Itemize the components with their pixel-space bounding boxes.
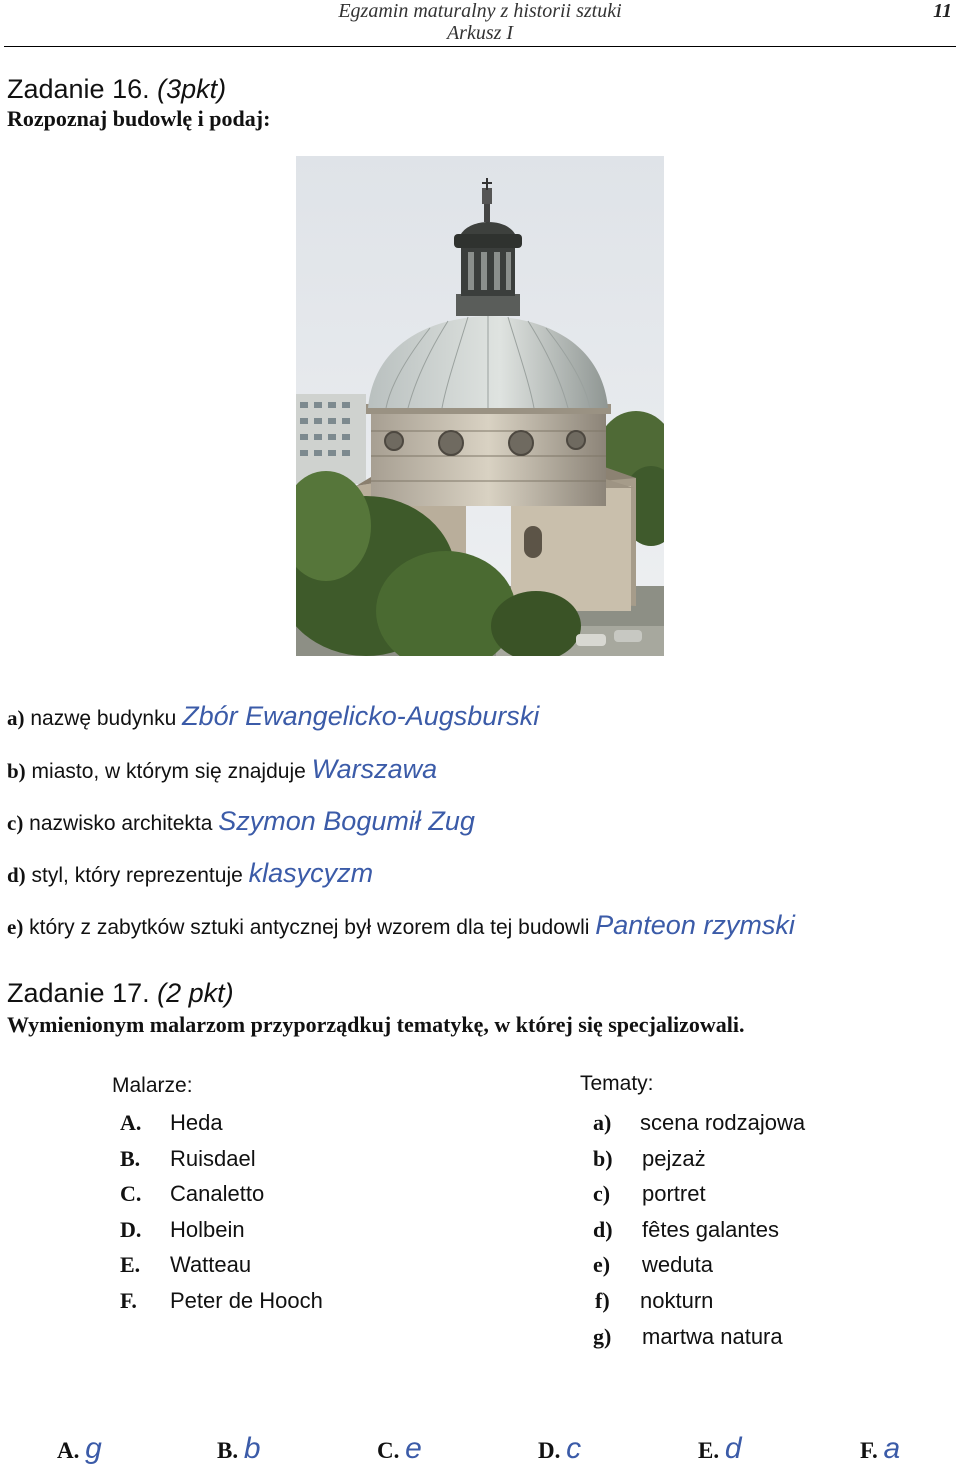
answer-text: Warszawa (311, 754, 438, 784)
task16-instruction: Rozpoznaj budowlę i podaj: (7, 106, 271, 131)
answer-value: d (724, 1432, 742, 1465)
answer-value: c (566, 1432, 582, 1465)
answer-text: Zbór Ewangelicko-Augsburski (182, 701, 540, 731)
painter-label: D. (120, 1217, 142, 1242)
answer-B (217, 1432, 261, 1468)
answer-value: a (883, 1432, 901, 1465)
painter-name: Canaletto (170, 1181, 265, 1206)
task16-points: (3pkt) (157, 74, 227, 104)
answer-text: klasycyzm (248, 858, 374, 888)
question-text: miasto, w którym się znajduje (31, 760, 306, 783)
answer-D (538, 1432, 581, 1468)
question-label: e) (7, 915, 24, 939)
theme-label: d) (593, 1217, 613, 1242)
task17-title (7, 978, 234, 1008)
answer-value: e (405, 1432, 422, 1465)
answer-label: D. (538, 1438, 561, 1463)
question-label: d) (7, 863, 26, 887)
painter-label: A. (120, 1110, 142, 1135)
exam-title: Egzamin maturalny z historii sztuki (338, 0, 622, 22)
painter-label: F. (120, 1288, 137, 1313)
answer-text: Szymon Bogumił Zug (218, 806, 475, 836)
theme-name: scena rodzajowa (640, 1110, 806, 1135)
painter-row (120, 1252, 140, 1278)
answer-F (860, 1432, 900, 1468)
painter-name: Peter de Hooch (170, 1288, 323, 1313)
answer-label: C. (377, 1438, 400, 1463)
answer-value: g (85, 1432, 102, 1465)
task16-number: Zadanie 16. (7, 74, 150, 104)
theme-row (593, 1146, 613, 1172)
painter-row (120, 1146, 140, 1172)
painter-row (120, 1181, 141, 1207)
question-text: styl, który reprezentuje (31, 864, 243, 887)
question-c (7, 807, 475, 838)
task16-title (7, 74, 226, 104)
question-text: nazwę budynku (30, 707, 177, 730)
theme-name: pejzaż (642, 1146, 706, 1171)
building-photo (296, 156, 664, 656)
question-label: a) (7, 706, 25, 730)
theme-label: a) (593, 1110, 612, 1135)
theme-row (593, 1252, 610, 1278)
task17-instruction: Wymienionym malarzom przyporządkuj tematykę, w której się specjalizowali. (7, 1012, 745, 1037)
painter-label: B. (120, 1146, 141, 1171)
painters-header: Malarze: (112, 1074, 193, 1097)
theme-name: weduta (642, 1252, 713, 1277)
theme-row (593, 1217, 613, 1243)
answer-A (57, 1432, 102, 1468)
header-divider (4, 46, 956, 47)
answer-value: b (243, 1432, 261, 1465)
answer-label: E. (698, 1438, 720, 1463)
question-text: który z zabytków sztuki antycznej był wzorem dla tej budowli (29, 916, 590, 939)
page-number: 11 (933, 0, 952, 22)
theme-row (593, 1181, 610, 1207)
question-b (7, 755, 437, 786)
answer-label: A. (57, 1438, 80, 1463)
answer-E (698, 1432, 742, 1468)
theme-label: c) (593, 1181, 611, 1206)
answer-C (377, 1432, 422, 1468)
question-label: b) (7, 759, 26, 783)
theme-row (595, 1288, 610, 1314)
answer-label: B. (217, 1438, 239, 1463)
theme-label: b) (593, 1146, 613, 1171)
painter-name: Watteau (170, 1252, 252, 1277)
theme-row (593, 1324, 611, 1350)
theme-name: nokturn (640, 1288, 714, 1313)
theme-row (593, 1110, 611, 1136)
task17-number: Zadanie 17. (7, 978, 150, 1008)
painter-name: Ruisdael (170, 1146, 256, 1171)
painter-row (120, 1288, 137, 1314)
question-a (7, 702, 539, 733)
themes-header: Tematy: (580, 1072, 654, 1095)
question-d (7, 859, 373, 890)
painter-name: Heda (170, 1110, 223, 1135)
painter-name: Holbein (170, 1217, 245, 1242)
painter-row (120, 1110, 141, 1136)
question-e (7, 911, 795, 942)
theme-name: martwa natura (642, 1324, 783, 1349)
theme-name: portret (642, 1181, 706, 1206)
answer-text: Panteon rzymski (595, 910, 795, 940)
painter-label: C. (120, 1181, 142, 1206)
exam-sheet: Arkusz I (446, 22, 514, 44)
theme-label: g) (593, 1324, 612, 1349)
theme-name: fêtes galantes (642, 1217, 779, 1242)
painter-label: E. (120, 1252, 141, 1277)
question-label: c) (7, 811, 24, 835)
theme-label: f) (595, 1288, 610, 1313)
answer-label: F. (860, 1438, 878, 1463)
question-text: nazwisko architekta (29, 812, 213, 835)
theme-label: e) (593, 1252, 611, 1277)
painter-row (120, 1217, 141, 1243)
task17-points: (2 pkt) (157, 978, 234, 1008)
